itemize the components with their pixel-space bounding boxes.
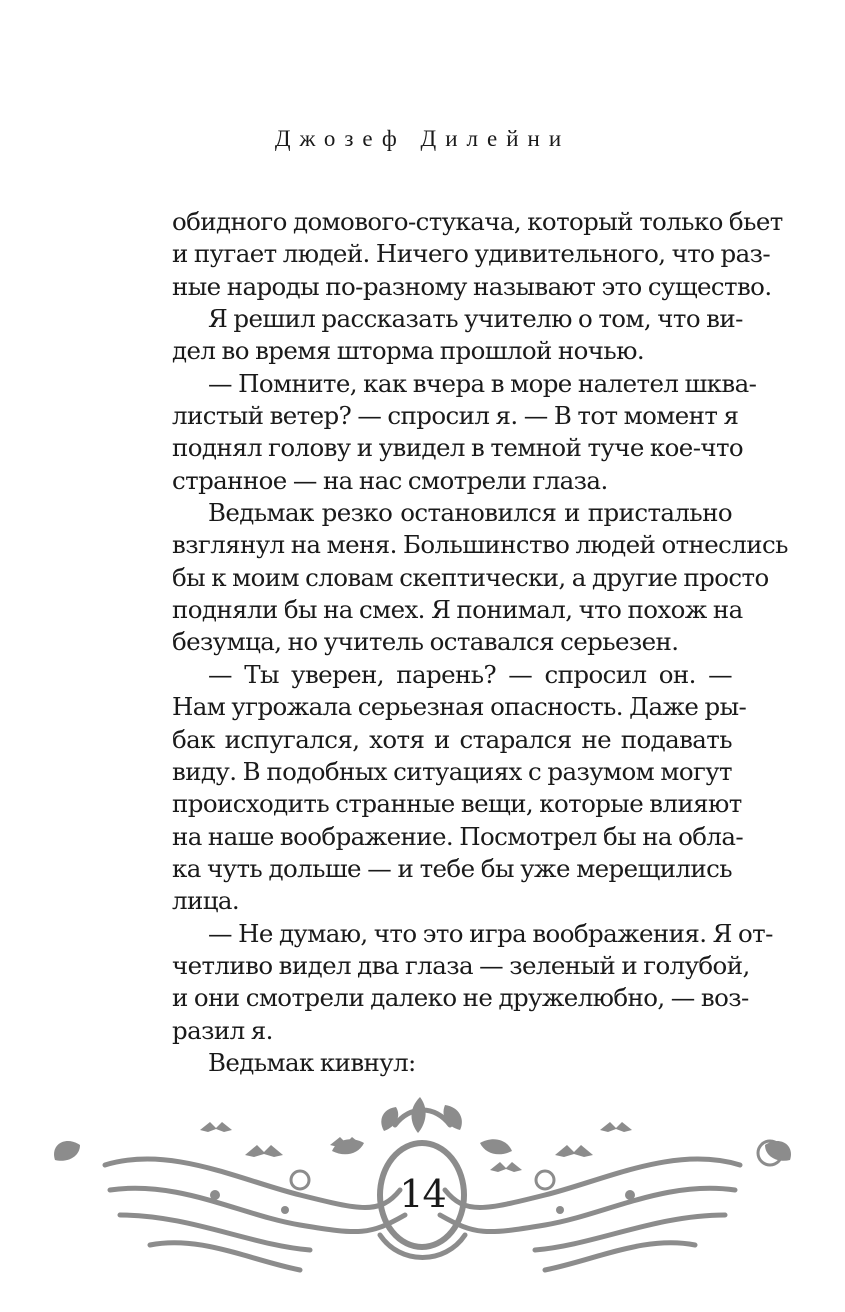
text-line: Ведьмак кивнул: (208, 1047, 416, 1077)
text-line: Я решил рассказать учителю о том, что ви- (208, 304, 743, 334)
text-line: — Ты уверен, парень? — спросил он. — (208, 659, 732, 689)
text-line: листый ветер? — спросил я. — В тот момент я (172, 401, 739, 431)
text-line: ка чуть дольше — и тебе бы уже мерещились (172, 853, 732, 883)
text-line: странное — на нас смотрели глаза. (172, 465, 608, 495)
page-number: 14 (399, 1172, 446, 1216)
text-line: обидного домового-стукача, который только бьет (172, 207, 783, 236)
text-line: Ведьмак резко остановился и пристально (208, 498, 732, 528)
text-line: подняли бы на смех. Я понимал, что похож на (172, 595, 743, 625)
text-line: и они смотрели далеко не дружелюбно, — воз- (172, 983, 749, 1013)
text-line: безумца, но учитель оставался серьезен. (172, 627, 679, 657)
text-line: бы к моим словам скептически, а другие просто (172, 562, 769, 592)
text-line: поднял голову и увидел в темной туче кое-что (172, 433, 744, 463)
text-line: четливо видел два глаза — зеленый и голубой, (172, 950, 750, 980)
text-line: разил я. (172, 1015, 273, 1045)
text-line: лица. (172, 886, 240, 916)
text-line: взглянул на меня. Большинство людей отнеслись (172, 530, 788, 560)
text-line: на наше воображение. Посмотрел бы на обла- (172, 821, 744, 851)
text-line: Нам угрожала серьезная опасность. Даже ры- (172, 692, 747, 722)
text-line: дел во время шторма прошлой ночью. (172, 336, 645, 366)
text-line: ные народы по-разному называют это существо. (172, 271, 772, 301)
text-line: происходить странные вещи, которые влияют (172, 789, 742, 819)
text-line: — Помните, как вчера в море налетел шква- (208, 368, 757, 398)
text-line: бак испугался, хотя и старался не подавать (172, 724, 732, 754)
running-head-author: Джозеф Дилейни (274, 126, 571, 151)
text-line: виду. В подобных ситуациях с разумом могут (172, 756, 732, 786)
text-line: и пугает людей. Ничего удивительного, что раз- (172, 239, 771, 269)
body-text (172, 206, 788, 1079)
text-line: — Не думаю, что это игра воображения. Я от- (208, 918, 773, 948)
